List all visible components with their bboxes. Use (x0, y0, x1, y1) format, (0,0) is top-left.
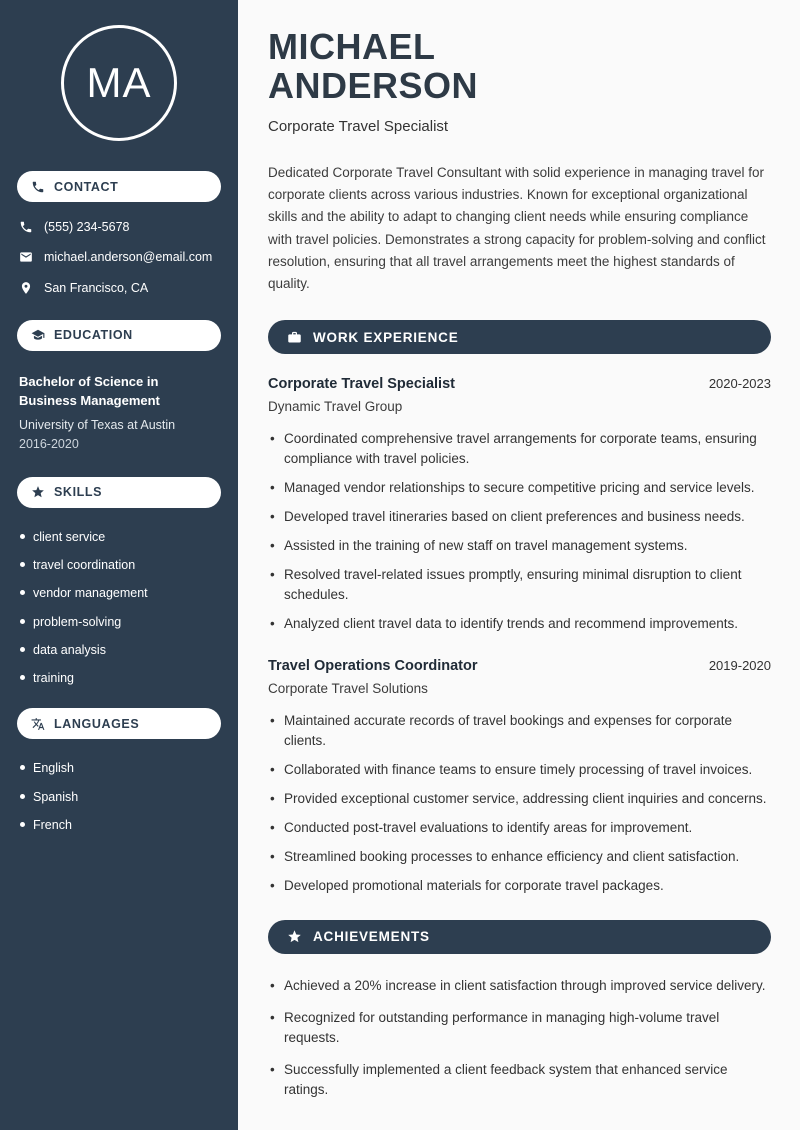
job-bullet: • Resolved travel-related issues promptly, ensuring minimal disruption to client schedules. (268, 565, 771, 605)
achievements-list (268, 976, 771, 1100)
education-years: 2016-2020 (19, 436, 79, 451)
phone-value: (555) 234-5678 (44, 220, 130, 234)
education-school: University of Texas at Austin (19, 417, 176, 432)
job-bullet: • Assisted in the training of new staff on travel management systems. (268, 536, 771, 556)
contact-item-location (19, 280, 219, 296)
candidate-first-name: MICHAEL (268, 26, 436, 67)
achievement-bullet: • Recognized for outstanding performance in managing high-volume travel requests. (268, 1008, 771, 1048)
translate-icon (31, 717, 45, 731)
job-bullet: • Developed promotional materials for corporate travel packages. (268, 876, 771, 896)
candidate-last-name: ANDERSON (268, 64, 479, 106)
contact-list (17, 219, 221, 296)
skill-item: problem-solving (19, 614, 219, 630)
star-icon (287, 929, 302, 944)
job-title: Travel Operations Coordinator (268, 658, 478, 675)
job-entry (268, 376, 771, 634)
languages-header-label: LANGUAGES (54, 716, 140, 731)
candidate-title: Corporate Travel Specialist (268, 117, 449, 135)
star-icon (31, 485, 45, 499)
job-bullet: • Managed vendor relationships to secure competitive pricing and service levels. (268, 478, 771, 498)
phone-icon (19, 220, 33, 234)
summary-paragraph: Dedicated Corporate Travel Consultant with solid experience in managing travel for corporate clients across various industries. Known for exceptional organizational skills and the ability to adapt to changing client needs while ensuring compliance with travel policies. Demonstrates a strong capacity for problem-solving and conflict resolution, ensuring that all travel arrangements meet the highest standards of quality. (268, 164, 766, 292)
job-bullet-list (268, 711, 771, 896)
skill-item: client service (19, 529, 219, 545)
location-value: San Francisco, CA (44, 280, 149, 295)
job-bullet: • Streamlined booking processes to enhance efficiency and client satisfaction. (268, 847, 771, 867)
candidate-name (268, 28, 771, 106)
phone-icon (31, 180, 45, 194)
job-dates: 2019-2020 (708, 658, 771, 674)
job-entry (268, 658, 771, 896)
sidebar (0, 0, 238, 1130)
education-degree: Bachelor of Science in Business Management (19, 373, 160, 409)
job-bullet: • Maintained accurate records of travel bookings and expenses for corporate clients. (268, 711, 771, 751)
skill-item: vendor management (19, 585, 219, 601)
skill-item: travel coordination (19, 557, 219, 573)
main-content (238, 0, 800, 1130)
briefcase-icon (287, 330, 302, 345)
achievement-bullet: • Achieved a 20% increase in client satisfaction through improved service delivery. (268, 976, 771, 996)
language-item: Spanish (19, 789, 219, 805)
skills-list (17, 525, 221, 687)
job-bullet-list (268, 429, 771, 634)
languages-section-header (17, 708, 221, 739)
job-bullet: • Conducted post-travel evaluations to identify areas for improvement. (268, 818, 771, 838)
skills-header-label: SKILLS (54, 485, 103, 500)
mail-icon (19, 250, 33, 264)
job-dates: 2020-2023 (708, 376, 771, 392)
language-item: French (19, 817, 219, 833)
job-header (268, 376, 771, 392)
education-header-label: EDUCATION (54, 328, 133, 343)
job-bullet: • Developed travel itineraries based on client preferences and business needs. (268, 507, 771, 527)
job-title: Corporate Travel Specialist (268, 376, 455, 393)
achievements-section-header (268, 920, 771, 954)
achievement-bullet: • Successfully implemented a client feedback system that enhanced service ratings. (268, 1060, 771, 1100)
job-bullet: • Provided exceptional customer service, addressing client inquiries and concerns. (268, 789, 771, 809)
contact-header-label: CONTACT (54, 179, 119, 194)
avatar (61, 25, 177, 141)
job-company: Dynamic Travel Group (268, 399, 403, 415)
job-company: Corporate Travel Solutions (268, 681, 428, 697)
contact-item-email (19, 249, 219, 265)
graduation-cap-icon (31, 328, 45, 342)
email-value: michael.anderson@email.com (44, 250, 213, 265)
avatar-initials: MA (86, 59, 152, 106)
skills-section-header (17, 477, 221, 508)
education-block (17, 368, 221, 453)
education-section-header (17, 320, 221, 351)
languages-list (17, 756, 221, 833)
work-experience-section-header (268, 320, 771, 354)
job-header (268, 658, 771, 674)
job-bullet: • Collaborated with finance teams to ensure timely processing of travel invoices. (268, 760, 771, 780)
achievements-header-label: ACHIEVEMENTS (313, 929, 430, 945)
language-item: English (19, 760, 219, 776)
job-bullet: • Coordinated comprehensive travel arrangements for corporate teams, ensuring compliance with travel policies. (268, 429, 771, 469)
location-pin-icon (19, 281, 33, 295)
contact-section-header (17, 171, 221, 202)
skill-item: data analysis (19, 642, 219, 658)
skill-item: training (19, 670, 219, 686)
contact-item-phone (19, 219, 219, 235)
job-bullet: • Analyzed client travel data to identify trends and recommend improvements. (268, 614, 771, 634)
work-experience-header-label: WORK EXPERIENCE (313, 329, 459, 345)
